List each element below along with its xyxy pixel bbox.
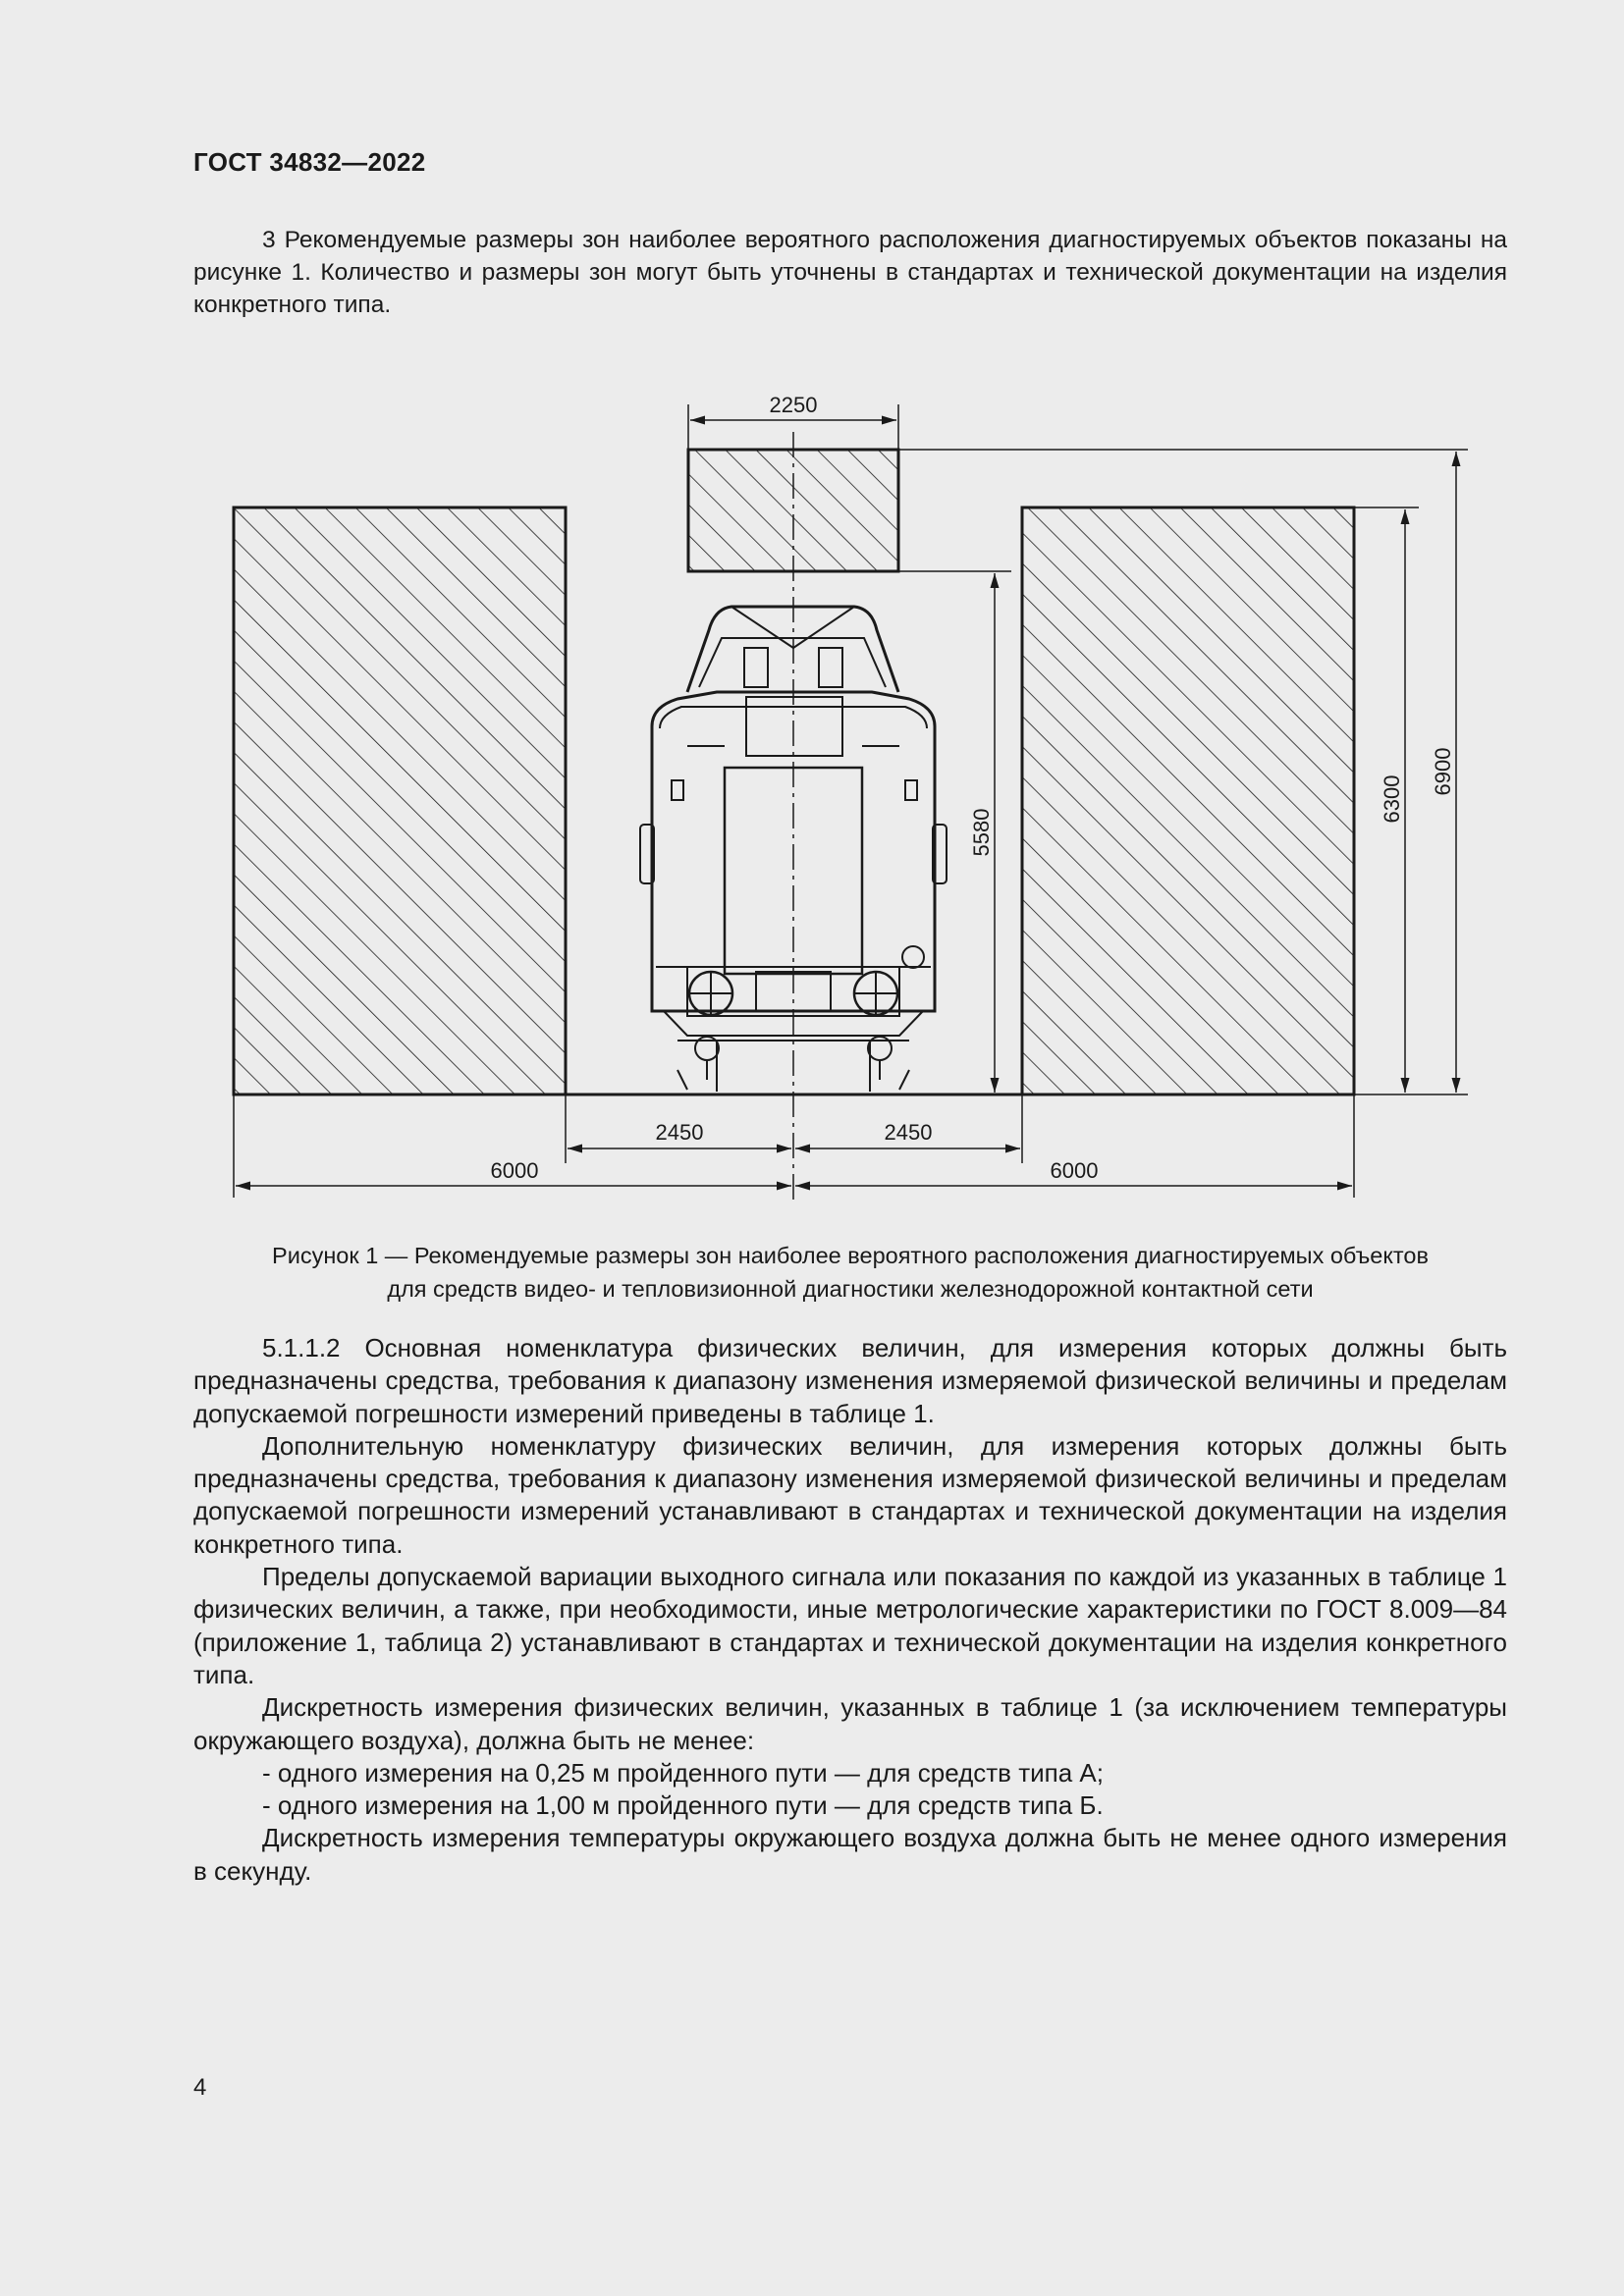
right-zone	[1022, 507, 1354, 1095]
dim-6900-label: 6900	[1431, 747, 1455, 796]
figure-caption	[193, 1239, 1507, 1306]
top-zone	[688, 450, 898, 571]
paragraph-additional: Дополнительную номенклатуру физических величин, для измерения которых должны быть предназначены средства, требования к диапазону изменения измеряемой физической величины и пределам допускаемой погрешности измерений устанавливают в стандартах и технической документации на изделия конкретного типа.	[193, 1430, 1507, 1559]
page-number: 4	[193, 2074, 207, 2101]
dim-left-outer-label: 6000	[490, 1158, 539, 1183]
paragraph-variation-limits: Пределы допускаемой вариации выходного сигнала или показания по каждой из указанных в таблице 1 физических величин, а также, при необходимости, иные метрологические характеристики по ГОСТ 8.009—84 (приложение 1, таблица 2) устанавливают в стандартах и технической документации на изделия конкретного типа.	[193, 1562, 1507, 1689]
dim-5580	[898, 571, 1011, 1093]
caption-line-1: Рисунок 1 — Рекомендуемые размеры зон наиболее вероятного расположения диагностируемых объектов	[272, 1243, 1429, 1268]
list-item-type-a: - одного измерения на 0,25 м пройденного пути — для средств типа А;	[262, 1757, 1104, 1788]
note-text: 3 Рекомендуемые размеры зон наиболее вероятного расположения диагностируемых объектов показаны на рисунке 1. Количество и размеры зон могут быть уточнены в стандартах и технической документации на изделия конкретного типа.	[193, 227, 1507, 318]
body-text	[193, 1332, 1507, 1888]
dim-5580-label: 5580	[969, 808, 994, 857]
paragraph-discreteness: Дискретность измерения физических величин, указанных в таблице 1 (за исключением температуры окружающего воздуха), должна быть не менее:	[193, 1692, 1507, 1755]
dim-left-inner-label: 2450	[655, 1120, 704, 1145]
dim-right-outer-label: 6000	[1050, 1158, 1099, 1183]
paragraph-5-1-1-2: 5.1.1.2 Основная номенклатура физических величин, для измерения которых должны быть предназначены средства, требования к диапазону изменения измеряемой физической величины и пределам допускаемой погрешности измерений приведены в таблице 1.	[193, 1333, 1507, 1428]
caption-line-2: для средств видео- и тепловизионной диагностики железнодорожной контактной сети	[387, 1276, 1314, 1302]
dim-6300-label: 6300	[1380, 774, 1404, 824]
paragraph-temperature: Дискретность измерения температуры окружающего воздуха должна быть не менее одного измерения в секунду.	[193, 1823, 1507, 1886]
dim-6300	[1354, 507, 1468, 1095]
document-header: ГОСТ 34832—2022	[193, 147, 426, 177]
dim-right-inner-label: 2450	[884, 1120, 933, 1145]
list-item-type-b: - одного измерения на 1,00 м пройденного пути — для средств типа Б.	[262, 1790, 1104, 1821]
left-zone	[234, 507, 566, 1095]
dim-2250-label: 2250	[769, 393, 818, 417]
